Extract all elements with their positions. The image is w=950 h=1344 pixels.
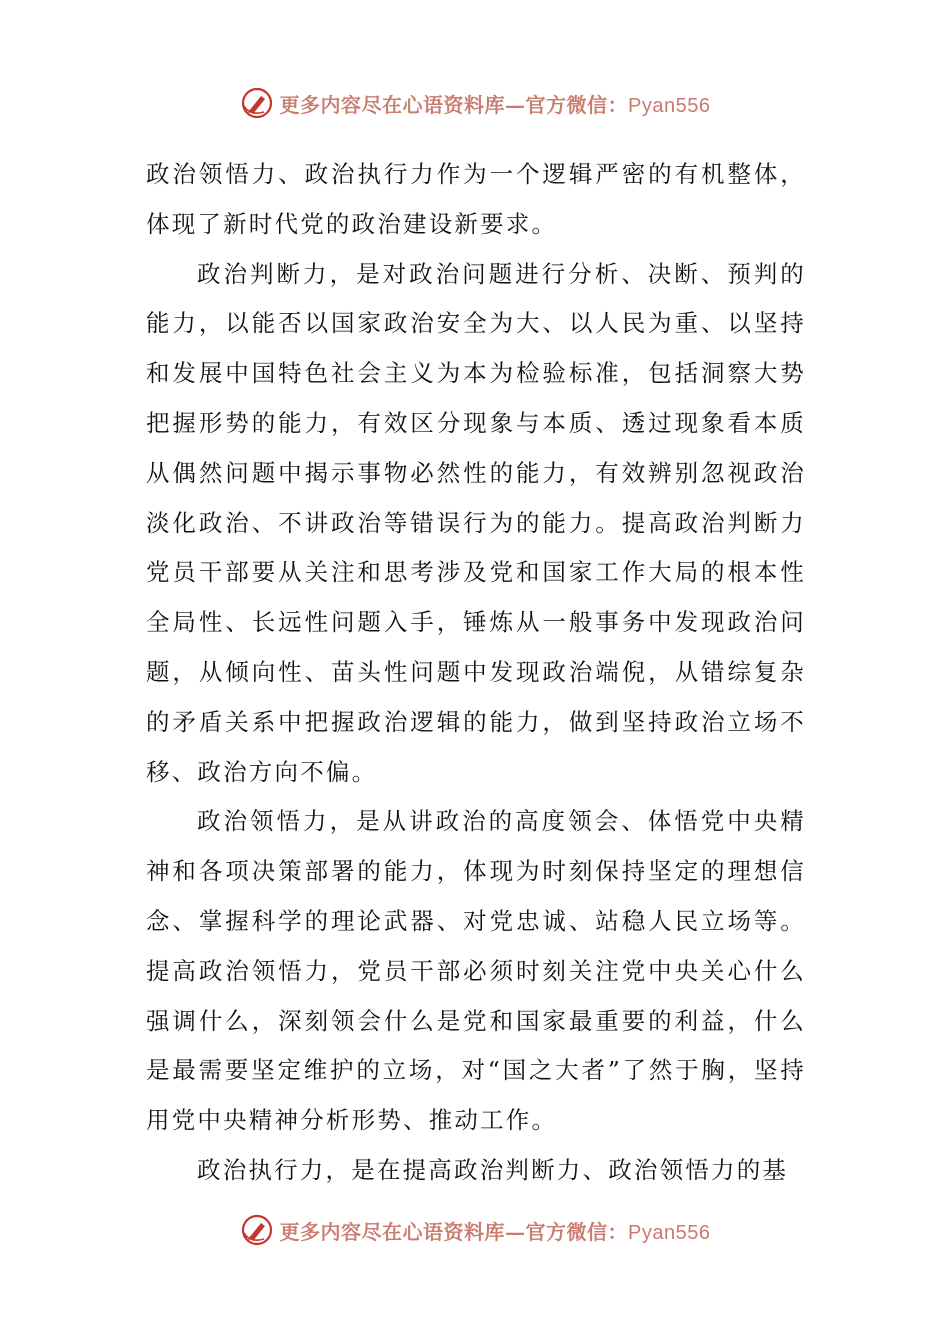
watermark-text: 更多内容尽在心语资料库—官方微信：Pyan556 bbox=[279, 1219, 711, 1244]
wechat-handle: Pyan556 bbox=[628, 94, 711, 117]
pen-nib-circle-icon bbox=[240, 1213, 274, 1247]
document-body bbox=[146, 150, 806, 1196]
watermark-text: 更多内容尽在心语资料库—官方微信：Pyan556 bbox=[279, 92, 711, 117]
paragraph-political-execution: 政治执行力，是在提高政治判断力、政治领悟力的基 bbox=[197, 1155, 789, 1184]
paragraph-political-comprehension: 政治领悟力，是从讲政治的高度领会、体悟党中央精神和各项决策部署的能力，体现为时刻保持坚定的理想信念、掌握科学的理论武器、对党忠诚、站稳人民立场等。提高政治领悟力，党员干部必须时刻关注党中央关心什么强调什么，深刻领会什么是党和国家最重要的利益，什么是最需要坚定维护的立场，对“国之大者”了然于胸，坚持用党中央精神分析形势、推动工作。 bbox=[146, 807, 806, 1135]
wechat-handle: Pyan556 bbox=[628, 1221, 711, 1244]
header-watermark-banner bbox=[0, 83, 950, 123]
paragraph-continuation: 政治领悟力、政治执行力作为一个逻辑严密的有机整体，体现了新时代党的政治建设新要求。 bbox=[146, 160, 806, 238]
pen-nib-circle-icon bbox=[240, 86, 274, 120]
paragraph-political-judgment: 政治判断力，是对政治问题进行分析、决断、预判的能力，以能否以国家政治安全为大、以人民为重、以坚持和发展中国特色社会主义为本为检验标准，包括洞察大势把握形势的能力，有效区分现象与本质、透过现象看本质从偶然问题中揭示事物必然性的能力，有效辨别忽视政治淡化政治、不讲政治等错误行为的能力。提高政治判断力党员干部要从关注和思考涉及党和国家工作大局的根本性全局性、长远性问题入手，锤炼从一般事务中发现政治问题，从倾向性、苗头性问题中发现政治端倪，从错综复杂的矛盾关系中把握政治逻辑的能力，做到坚持政治立场不移、政治方向不偏。 bbox=[146, 259, 806, 786]
footer-watermark-banner bbox=[0, 1210, 950, 1250]
